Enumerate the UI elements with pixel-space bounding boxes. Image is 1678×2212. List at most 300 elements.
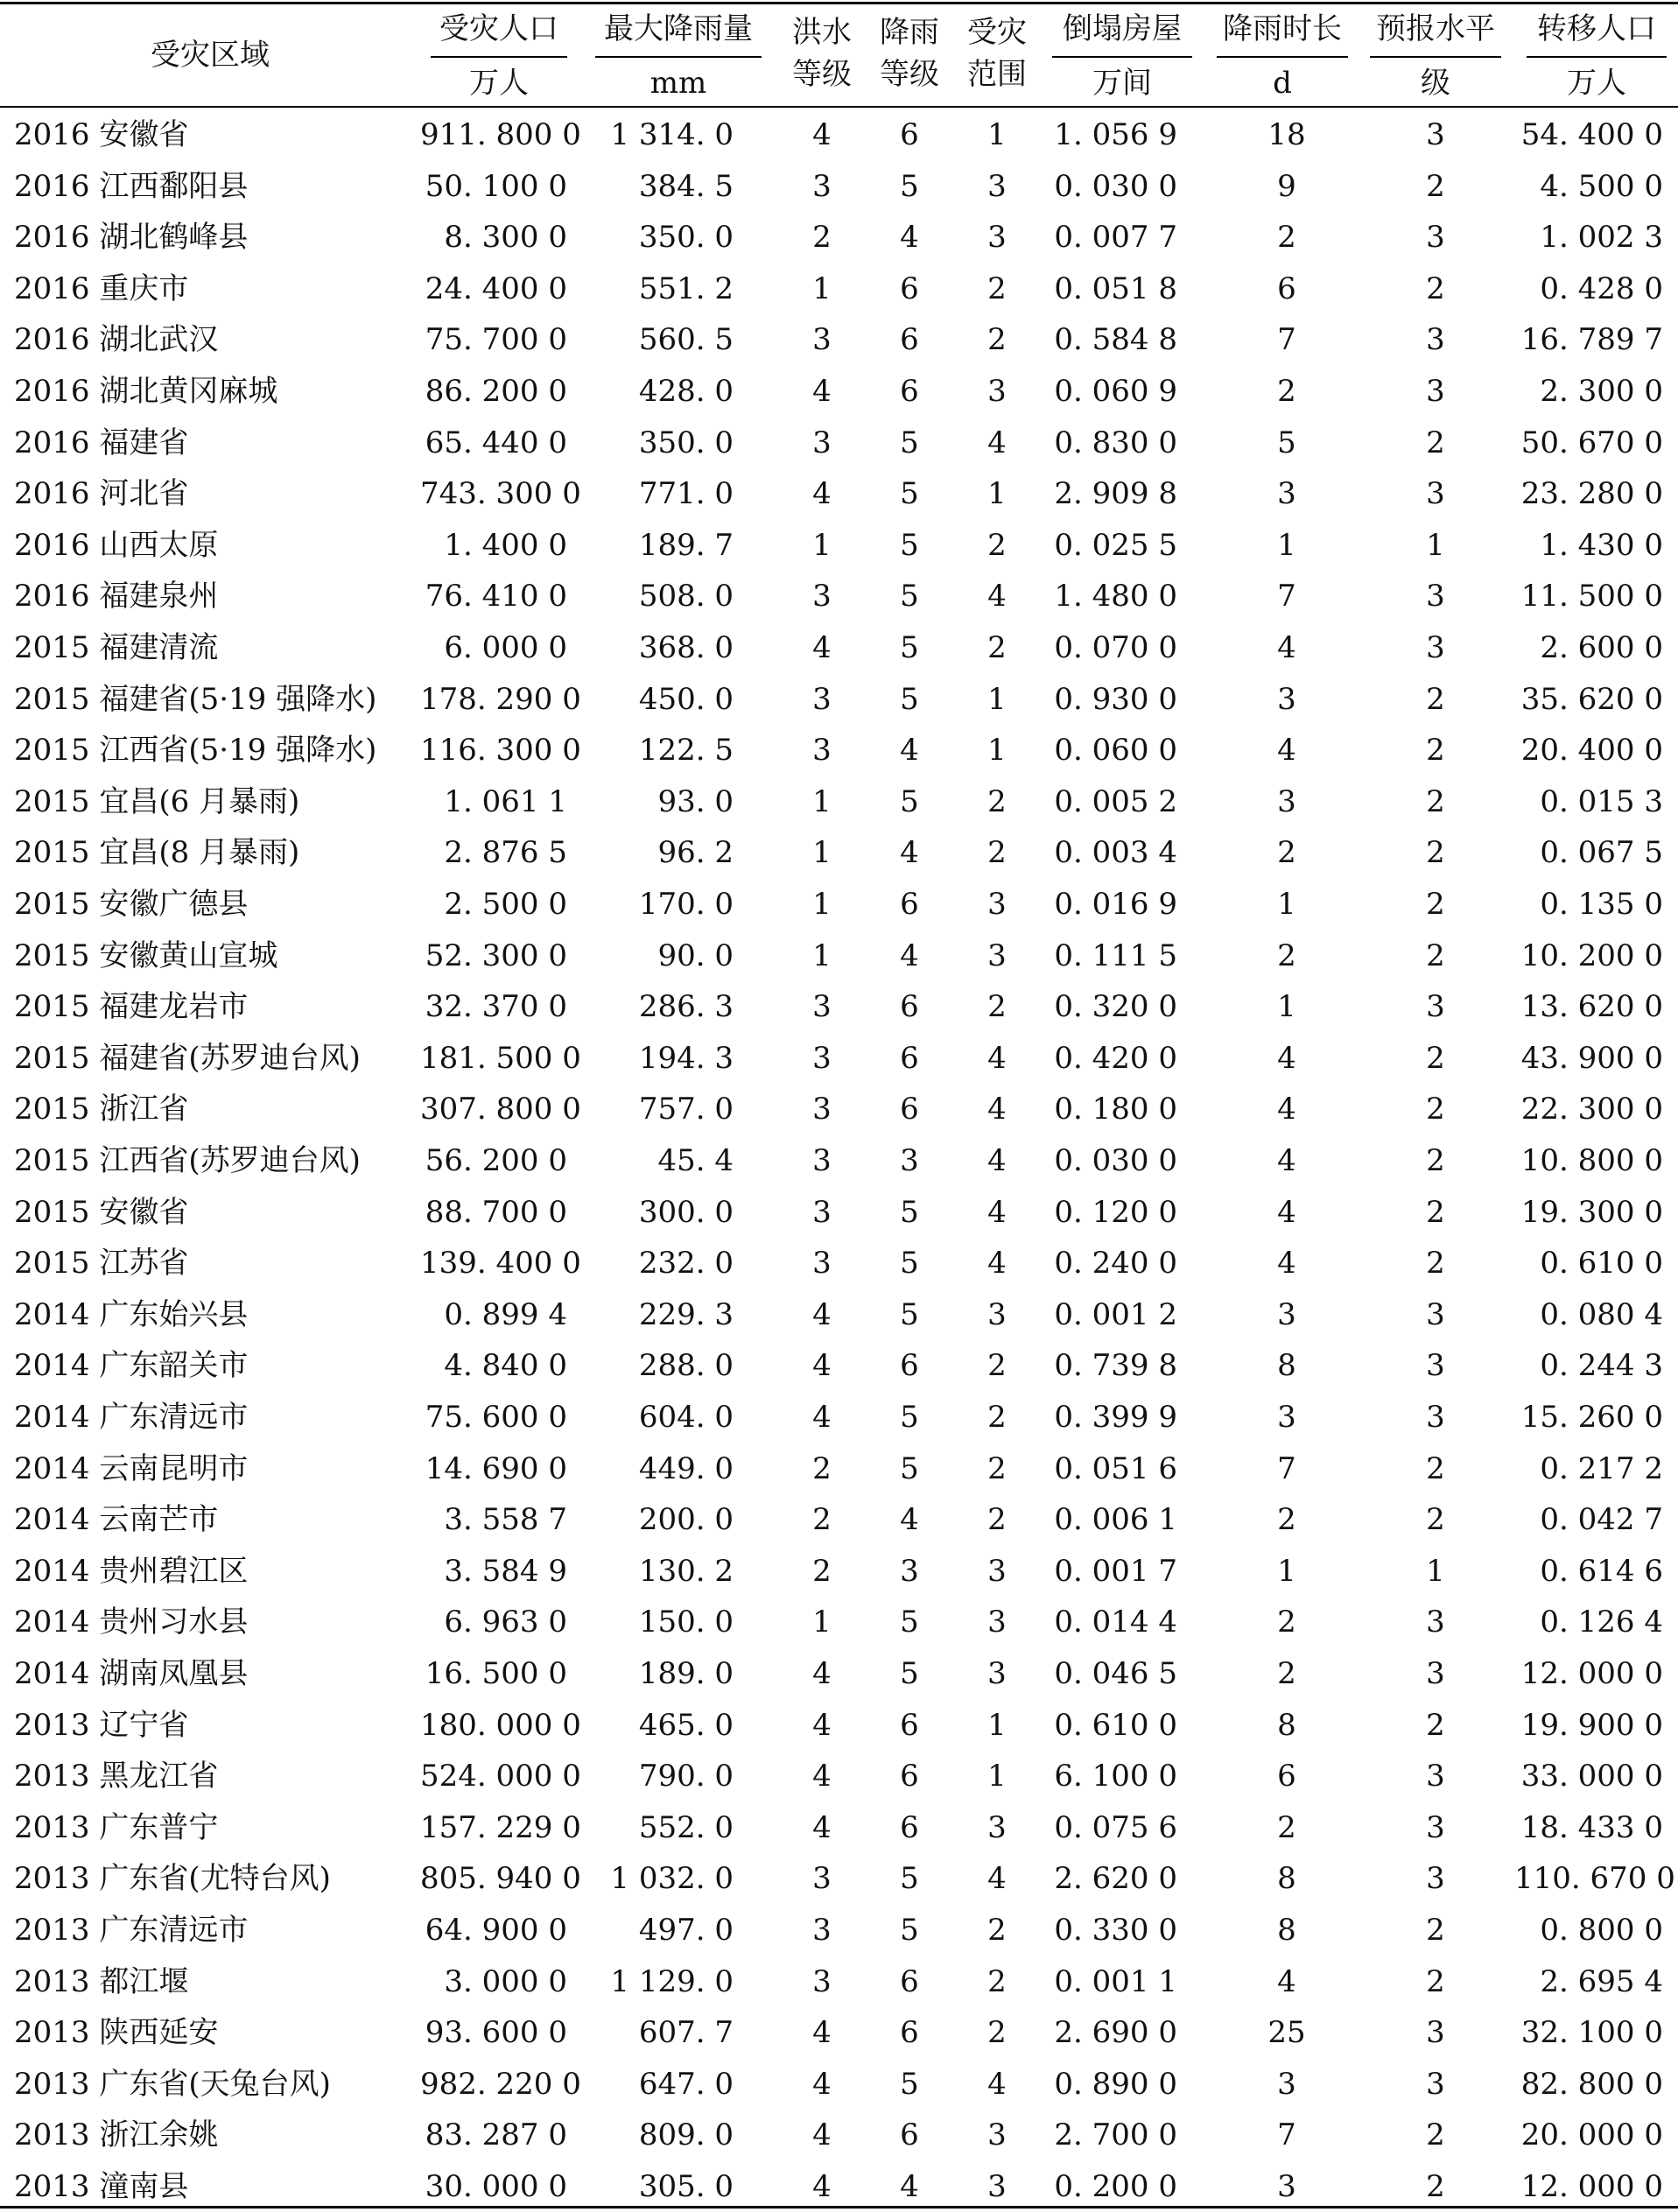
table-cell: 5 <box>900 1450 919 1486</box>
table-cell: 32. 370 0 <box>425 989 567 1025</box>
table-cell: 3 <box>987 1296 1007 1332</box>
table-cell: 3 <box>987 1553 1007 1589</box>
table-cell: 2 <box>987 1502 1007 1538</box>
table-cell: 982. 220 0 <box>420 2066 581 2102</box>
table-cell: 1. 056 9 <box>1054 117 1177 152</box>
table-cell: 4 <box>987 1861 1007 1897</box>
table-cell: 4 <box>812 2117 832 2153</box>
header-top-5: 受灾 <box>967 15 1027 50</box>
table-cell: 2 <box>1277 374 1296 409</box>
table-cell: 5 <box>900 476 919 512</box>
table-cell: 5 <box>900 168 919 204</box>
table-cell: 189. 0 <box>638 1656 734 1691</box>
row-region: 2016 福建省 <box>14 425 189 460</box>
header-underline-1 <box>431 56 567 58</box>
table-cell: 5 <box>900 1194 919 1230</box>
table-cell: 1 <box>987 476 1007 512</box>
table-cell: 0. 080 4 <box>1540 1296 1663 1332</box>
table-cell: 1 <box>987 733 1007 769</box>
table-cell: 4 <box>1277 733 1296 769</box>
table-cell: 4 <box>1277 1963 1296 1999</box>
table-cell: 3 <box>987 374 1007 409</box>
table-cell: 2 <box>1277 835 1296 871</box>
table-cell: 2 <box>987 783 1007 819</box>
table-cell: 7 <box>1277 579 1296 614</box>
table-cell: 2 <box>812 1502 832 1538</box>
table-cell: 0. 320 0 <box>1054 989 1177 1025</box>
table-cell: 3 <box>1426 579 1445 614</box>
header-bottom-9: 万人 <box>1567 66 1626 101</box>
table-cell: 0. 614 6 <box>1540 1553 1663 1589</box>
table-cell: 2 <box>1277 1809 1296 1845</box>
table-cell: 4 <box>812 2015 832 2051</box>
table-cell: 1. 002 3 <box>1540 220 1663 256</box>
table-cell: 1 <box>812 270 832 306</box>
table-cell: 2 <box>1426 1963 1445 1999</box>
table-cell: 0. 610 0 <box>1540 1246 1663 1282</box>
row-region: 2015 安徽黄山宣城 <box>14 937 278 973</box>
table-cell: 50. 670 0 <box>1520 425 1663 460</box>
table-cell: 45. 4 <box>657 1143 734 1178</box>
table-cell: 3 <box>987 1809 1007 1845</box>
table-cell: 2 <box>987 322 1007 358</box>
row-region: 2015 江苏省 <box>14 1246 189 1282</box>
table-cell: 3 <box>1426 1759 1445 1794</box>
table-cell: 0. 016 9 <box>1054 887 1177 922</box>
table-cell: 6 <box>900 1707 919 1743</box>
table-cell: 2 <box>1426 681 1445 717</box>
table-cell: 2 <box>987 1913 1007 1948</box>
table-cell: 5 <box>900 630 919 665</box>
table-cell: 0. 025 5 <box>1054 527 1177 563</box>
table-cell: 3 <box>1426 2066 1445 2102</box>
table-cell: 6 <box>900 1759 919 1794</box>
table-cell: 6 <box>1277 270 1296 306</box>
table-cell: 1. 480 0 <box>1054 579 1177 614</box>
table-cell: 607. 7 <box>638 2015 734 2051</box>
table-cell: 3 <box>1277 476 1296 512</box>
table-cell: 5 <box>900 425 919 460</box>
table-cell: 232. 0 <box>638 1246 734 1282</box>
table-cell: 2 <box>1426 2169 1445 2204</box>
table-cell: 2 <box>987 1400 1007 1435</box>
table-cell: 3 <box>812 1092 832 1127</box>
table-cell: 6 <box>900 1963 919 1999</box>
table-cell: 139. 400 0 <box>420 1246 581 1282</box>
table-cell: 2 <box>1426 168 1445 204</box>
table-cell: 3 <box>1426 2015 1445 2051</box>
table-top-rule <box>0 2 1678 4</box>
table-cell: 3 <box>1426 117 1445 152</box>
table-cell: 2. 909 8 <box>1054 476 1177 512</box>
table-cell: 4 <box>812 117 832 152</box>
table-cell: 6 <box>900 887 919 922</box>
table-cell: 5 <box>900 1400 919 1435</box>
table-cell: 3 <box>812 1861 832 1897</box>
header-bottom-1: 万人 <box>469 66 529 101</box>
table-cell: 0. 030 0 <box>1054 1143 1177 1178</box>
table-cell: 2 <box>1277 1656 1296 1691</box>
table-cell: 4 <box>1277 1092 1296 1127</box>
row-region: 2015 安徽省 <box>14 1194 189 1230</box>
table-cell: 1 <box>812 937 832 973</box>
table-cell: 43. 900 0 <box>1520 1040 1663 1076</box>
table-cell: 0. 930 0 <box>1054 681 1177 717</box>
table-cell: 3 <box>1426 630 1445 665</box>
table-cell: 2. 690 0 <box>1054 2015 1177 2051</box>
table-cell: 4 <box>812 1707 832 1743</box>
table-cell: 19. 900 0 <box>1520 1707 1663 1743</box>
table-cell: 1 <box>1277 1553 1296 1589</box>
table-cell: 0. 070 0 <box>1054 630 1177 665</box>
row-region: 2013 辽宁省 <box>14 1707 189 1743</box>
row-region: 2015 福建省(5·19 强降水) <box>14 681 377 717</box>
table-cell: 5 <box>900 579 919 614</box>
table-cell: 0. 428 0 <box>1540 270 1663 306</box>
table-cell: 2 <box>1426 1913 1445 1948</box>
row-region: 2014 云南芒市 <box>14 1502 219 1538</box>
table-cell: 5 <box>900 1913 919 1948</box>
table-cell: 8 <box>1277 1707 1296 1743</box>
row-region: 2013 广东清远市 <box>14 1913 249 1948</box>
table-bottom-rule <box>0 2206 1678 2208</box>
table-cell: 0. 135 0 <box>1540 887 1663 922</box>
table-cell: 1 <box>812 887 832 922</box>
table-cell: 75. 700 0 <box>425 322 567 358</box>
table-cell: 2 <box>1426 1502 1445 1538</box>
table-cell: 2 <box>987 527 1007 563</box>
table-cell: 3 <box>812 1246 832 1282</box>
table-cell: 4 <box>987 1092 1007 1127</box>
table-cell: 1. 430 0 <box>1540 527 1663 563</box>
table-cell: 83. 287 0 <box>425 2117 567 2153</box>
table-cell: 6 <box>900 989 919 1025</box>
table-cell: 5 <box>900 1246 919 1282</box>
row-region: 2014 湖南凤凰县 <box>14 1656 249 1691</box>
table-cell: 1 <box>812 527 832 563</box>
table-cell: 1. 400 0 <box>444 527 567 563</box>
table-cell: 3 <box>812 1143 832 1178</box>
table-cell: 7 <box>1277 2117 1296 2153</box>
table-cell: 6 <box>900 270 919 306</box>
table-cell: 5 <box>900 2066 919 2102</box>
table-cell: 1 <box>1426 1553 1445 1589</box>
table-cell: 0. 200 0 <box>1054 2169 1177 2204</box>
table-cell: 3 <box>987 1605 1007 1640</box>
table-cell: 0. 046 5 <box>1054 1656 1177 1691</box>
table-cell: 0. 030 0 <box>1054 168 1177 204</box>
table-cell: 4 <box>1277 1246 1296 1282</box>
table-cell: 1 <box>1277 887 1296 922</box>
table-cell: 6 <box>900 1040 919 1076</box>
table-cell: 2. 700 0 <box>1054 2117 1177 2153</box>
header-top-0: 受灾区域 <box>151 38 270 73</box>
row-region: 2015 江西省(苏罗迪台风) <box>14 1143 361 1178</box>
table-cell: 2 <box>1426 270 1445 306</box>
row-region: 2015 江西省(5·19 强降水) <box>14 733 377 769</box>
table-cell: 3 <box>987 220 1007 256</box>
table-cell: 170. 0 <box>638 887 734 922</box>
table-cell: 4 <box>987 1040 1007 1076</box>
table-cell: 2 <box>812 220 832 256</box>
table-cell: 3 <box>1277 2169 1296 2204</box>
table-cell: 8. 300 0 <box>444 220 567 256</box>
table-cell: 3 <box>812 733 832 769</box>
table-cell: 3 <box>812 1913 832 1948</box>
table-cell: 560. 5 <box>638 322 734 358</box>
table-cell: 6. 963 0 <box>444 1605 567 1640</box>
table-cell: 288. 0 <box>638 1348 734 1384</box>
table-cell: 35. 620 0 <box>1520 681 1663 717</box>
table-cell: 449. 0 <box>638 1450 734 1486</box>
table-cell: 178. 290 0 <box>420 681 581 717</box>
table-cell: 0. 111 5 <box>1054 937 1177 973</box>
table-cell: 771. 0 <box>638 476 734 512</box>
table-cell: 2 <box>812 1450 832 1486</box>
table-cell: 10. 200 0 <box>1520 937 1663 973</box>
table-cell: 4 <box>1277 1194 1296 1230</box>
table-cell: 23. 280 0 <box>1520 476 1663 512</box>
table-cell: 2. 300 0 <box>1540 374 1663 409</box>
table-cell: 743. 300 0 <box>420 476 581 512</box>
table-cell: 3 <box>812 1194 832 1230</box>
table-cell: 5 <box>1277 425 1296 460</box>
table-cell: 2 <box>987 1348 1007 1384</box>
table-cell: 286. 3 <box>638 989 734 1025</box>
table-cell: 3 <box>1426 322 1445 358</box>
table-cell: 2 <box>1277 220 1296 256</box>
table-cell: 1. 061 1 <box>444 783 567 819</box>
table-cell: 1 <box>812 835 832 871</box>
table-cell: 3 <box>1426 1296 1445 1332</box>
table-cell: 6 <box>900 374 919 409</box>
table-cell: 15. 260 0 <box>1520 1400 1663 1435</box>
table-cell: 4 <box>812 630 832 665</box>
table-cell: 757. 0 <box>638 1092 734 1127</box>
table-cell: 90. 0 <box>657 937 734 973</box>
table-cell: 122. 5 <box>638 733 734 769</box>
table-cell: 3 <box>1277 1400 1296 1435</box>
table-cell: 5 <box>900 527 919 563</box>
table-cell: 3 <box>987 168 1007 204</box>
table-cell: 4 <box>987 1143 1007 1178</box>
table-cell: 4 <box>987 425 1007 460</box>
table-cell: 6 <box>900 2015 919 2051</box>
table-cell: 3 <box>812 989 832 1025</box>
table-cell: 194. 3 <box>638 1040 734 1076</box>
table-cell: 2. 620 0 <box>1054 1861 1177 1897</box>
table-cell: 19. 300 0 <box>1520 1194 1663 1230</box>
row-region: 2016 山西太原 <box>14 527 219 563</box>
table-cell: 20. 400 0 <box>1520 733 1663 769</box>
row-region: 2013 潼南县 <box>14 2169 189 2204</box>
table-cell: 6 <box>900 1809 919 1845</box>
table-cell: 3 <box>1426 476 1445 512</box>
table-cell: 4 <box>1277 630 1296 665</box>
table-cell: 2 <box>1426 1246 1445 1282</box>
table-cell: 4 <box>1277 1143 1296 1178</box>
table-cell: 54. 400 0 <box>1520 117 1663 152</box>
table-cell: 3 <box>812 1040 832 1076</box>
header-top-1: 受灾人口 <box>439 11 558 46</box>
table-cell: 384. 5 <box>638 168 734 204</box>
row-region: 2013 陕西延安 <box>14 2015 219 2051</box>
row-region: 2013 黑龙江省 <box>14 1759 219 1794</box>
table-cell: 4 <box>812 1809 832 1845</box>
table-cell: 2 <box>1426 835 1445 871</box>
table-cell: 3 <box>1426 1400 1445 1435</box>
table-cell: 18 <box>1267 117 1306 152</box>
table-cell: 11. 500 0 <box>1520 579 1663 614</box>
table-cell: 1 <box>812 1605 832 1640</box>
table-cell: 16. 789 7 <box>1520 322 1663 358</box>
table-cell: 3 <box>812 168 832 204</box>
row-region: 2014 广东韶关市 <box>14 1348 249 1384</box>
header-bottom-2: mm <box>649 66 707 101</box>
header-underline-7 <box>1217 56 1348 58</box>
table-cell: 0. 890 0 <box>1054 2066 1177 2102</box>
table-cell: 4 <box>900 835 919 871</box>
table-cell: 2 <box>987 2015 1007 2051</box>
table-cell: 2 <box>1426 1092 1445 1127</box>
row-region: 2013 广东省(天兔台风) <box>14 2066 331 2102</box>
table-cell: 4 <box>812 2169 832 2204</box>
table-cell: 4 <box>900 937 919 973</box>
table-cell: 50. 100 0 <box>425 168 567 204</box>
table-cell: 790. 0 <box>638 1759 734 1794</box>
table-cell: 4. 840 0 <box>444 1348 567 1384</box>
row-region: 2015 宜昌(8 月暴雨) <box>14 835 300 871</box>
table-cell: 2 <box>987 630 1007 665</box>
table-cell: 2 <box>1426 1450 1445 1486</box>
table-cell: 6 <box>900 2117 919 2153</box>
table-cell: 4 <box>987 2066 1007 2102</box>
table-cell: 5 <box>900 1656 919 1691</box>
table-cell: 1 <box>987 681 1007 717</box>
table-cell: 86. 200 0 <box>425 374 567 409</box>
table-cell: 3 <box>1426 989 1445 1025</box>
table-cell: 18. 433 0 <box>1520 1809 1663 1845</box>
table-cell: 0. 120 0 <box>1054 1194 1177 1230</box>
table-cell: 1 <box>987 1759 1007 1794</box>
row-region: 2015 福建清流 <box>14 630 219 665</box>
table-cell: 6 <box>1277 1759 1296 1794</box>
row-region: 2016 福建泉州 <box>14 579 219 614</box>
table-cell: 307. 800 0 <box>420 1092 581 1127</box>
table-cell: 4 <box>812 2066 832 2102</box>
header-underline-8 <box>1370 56 1501 58</box>
table-cell: 6 <box>900 117 919 152</box>
table-cell: 0. 899 4 <box>444 1296 567 1332</box>
table-cell: 0. 584 8 <box>1054 322 1177 358</box>
table-cell: 229. 3 <box>638 1296 734 1332</box>
table-cell: 3 <box>1426 1348 1445 1384</box>
table-cell: 1 <box>1426 527 1445 563</box>
row-region: 2016 湖北黄冈麻城 <box>14 374 278 409</box>
table-cell: 7 <box>1277 1450 1296 1486</box>
header-bottom-6: 万间 <box>1092 66 1152 101</box>
table-cell: 551. 2 <box>638 270 734 306</box>
table-cell: 0. 051 8 <box>1054 270 1177 306</box>
table-cell: 93. 0 <box>657 783 734 819</box>
table-cell: 3. 000 0 <box>444 1963 567 1999</box>
table-cell: 0. 610 0 <box>1054 1707 1177 1743</box>
table-cell: 0. 075 6 <box>1054 1809 1177 1845</box>
table-cell: 0. 217 2 <box>1540 1450 1663 1486</box>
table-cell: 1 <box>1277 527 1296 563</box>
table-cell: 350. 0 <box>638 425 734 460</box>
table-cell: 4 <box>812 1348 832 1384</box>
header-top-6: 倒塌房屋 <box>1063 11 1182 46</box>
table-cell: 5 <box>900 1605 919 1640</box>
table-cell: 4 <box>812 1759 832 1794</box>
table-cell: 76. 410 0 <box>425 579 567 614</box>
table-cell: 64. 900 0 <box>425 1913 567 1948</box>
table-cell: 552. 0 <box>638 1809 734 1845</box>
header-bottom-3: 等级 <box>792 57 852 92</box>
table-cell: 428. 0 <box>638 374 734 409</box>
table-cell: 14. 690 0 <box>425 1450 567 1486</box>
row-region: 2013 都江堰 <box>14 1963 189 1999</box>
table-cell: 22. 300 0 <box>1520 1092 1663 1127</box>
row-region: 2014 贵州习水县 <box>14 1605 249 1640</box>
table-cell: 305. 0 <box>638 2169 734 2204</box>
table-cell: 3. 558 7 <box>444 1502 567 1538</box>
table-cell: 5 <box>900 681 919 717</box>
table-cell: 2 <box>1426 425 1445 460</box>
table-cell: 1 <box>987 117 1007 152</box>
table-cell: 0. 005 2 <box>1054 783 1177 819</box>
table-cell: 12. 000 0 <box>1520 2169 1663 2204</box>
table-cell: 3 <box>987 2169 1007 2204</box>
table-cell: 524. 000 0 <box>420 1759 581 1794</box>
table-cell: 0. 126 4 <box>1540 1605 1663 1640</box>
table-cell: 2 <box>1426 1143 1445 1178</box>
table-cell: 4 <box>812 476 832 512</box>
table-cell: 4 <box>900 1502 919 1538</box>
table-cell: 88. 700 0 <box>425 1194 567 1230</box>
row-region: 2015 福建省(苏罗迪台风) <box>14 1040 361 1076</box>
table-cell: 3. 584 9 <box>444 1553 567 1589</box>
table-cell: 2 <box>1426 783 1445 819</box>
table-cell: 3 <box>812 1963 832 1999</box>
row-region: 2015 福建龙岩市 <box>14 989 249 1025</box>
row-region: 2016 湖北武汉 <box>14 322 219 358</box>
table-cell: 20. 000 0 <box>1520 2117 1663 2153</box>
table-cell: 16. 500 0 <box>425 1656 567 1691</box>
table-cell: 2. 600 0 <box>1540 630 1663 665</box>
header-bottom-7: d <box>1273 66 1292 101</box>
table-cell: 2 <box>1426 2117 1445 2153</box>
table-cell: 0. 015 3 <box>1540 783 1663 819</box>
table-cell: 3 <box>987 887 1007 922</box>
table-cell: 3 <box>1277 2066 1296 2102</box>
table-cell: 300. 0 <box>638 1194 734 1230</box>
table-cell: 3 <box>987 1656 1007 1691</box>
table-cell: 0. 180 0 <box>1054 1092 1177 1127</box>
row-region: 2013 浙江余姚 <box>14 2117 219 2153</box>
table-cell: 2 <box>1426 733 1445 769</box>
table-cell: 4 <box>900 220 919 256</box>
table-cell: 189. 7 <box>638 527 734 563</box>
table-cell: 0. 014 4 <box>1054 1605 1177 1640</box>
table-cell: 8 <box>1277 1913 1296 1948</box>
header-underline-2 <box>595 56 762 58</box>
table-cell: 200. 0 <box>638 1502 734 1538</box>
table-cell: 2 <box>1426 937 1445 973</box>
row-region: 2016 河北省 <box>14 476 189 512</box>
table-cell: 0. 420 0 <box>1054 1040 1177 1076</box>
